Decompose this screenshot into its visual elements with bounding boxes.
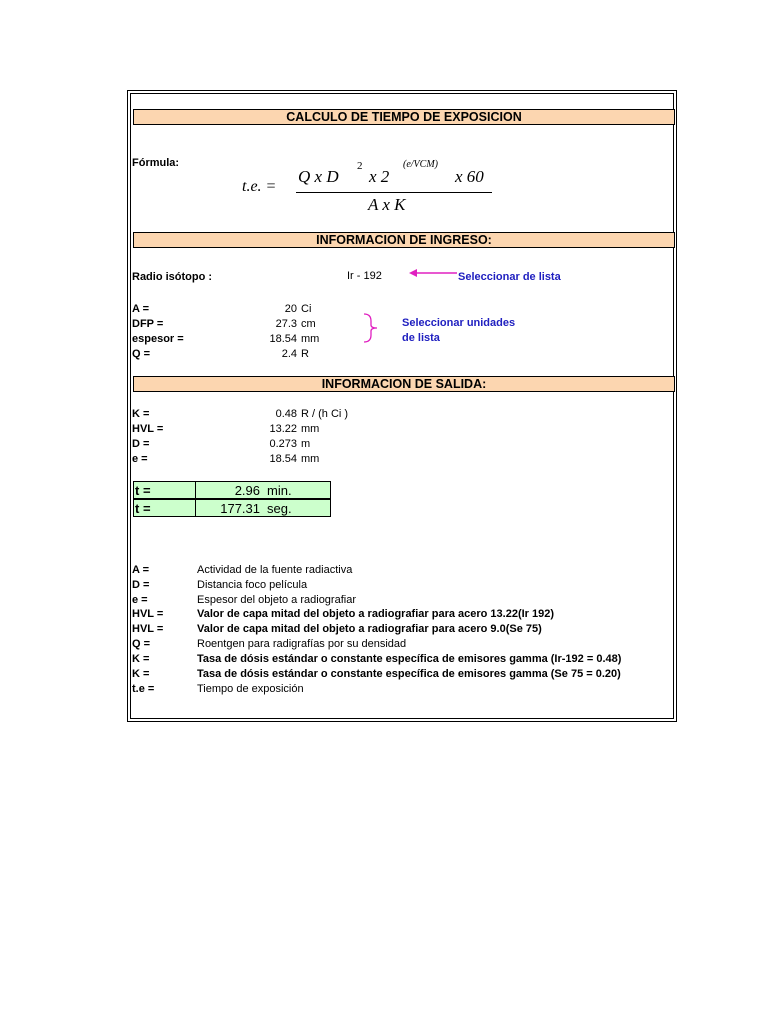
result-value: 177.31 xyxy=(220,501,260,516)
formula-num-exponent: (e/VCM) xyxy=(403,159,438,170)
sheet-frame xyxy=(127,90,677,722)
param-unit: R / (h Ci ) xyxy=(301,408,349,420)
param-value: 13.22 xyxy=(269,423,297,435)
legend-description: Tasa de dósis estándar o constante específica de emisores gamma (Se 75 = 0.20) xyxy=(197,668,621,680)
arrow-left-icon xyxy=(409,268,459,280)
select-units-hint-line2: de lista xyxy=(402,332,440,344)
result-unit: min. xyxy=(267,483,292,498)
param-label: espesor = xyxy=(132,333,184,345)
param-value[interactable]: 27.3 xyxy=(275,318,297,330)
param-unit[interactable]: mm xyxy=(301,333,320,345)
legend-symbol: D = xyxy=(132,579,150,591)
legend-description: Valor de capa mitad del objeto a radiografiar para acero 9.0(Se 75) xyxy=(197,623,542,635)
param-label: A = xyxy=(132,303,150,315)
legend-description: Tasa de dósis estándar o constante específica de emisores gamma (Ir-192 = 0.48) xyxy=(197,653,622,665)
result-unit: seg. xyxy=(267,501,292,516)
param-unit: mm xyxy=(301,423,320,435)
fraction-line xyxy=(296,192,492,193)
param-value: 18.54 xyxy=(269,453,297,465)
param-label: K = xyxy=(132,408,150,420)
formula-label: Fórmula: xyxy=(132,157,180,169)
result-label: t = xyxy=(133,481,196,499)
formula-num-qd: Q x D xyxy=(298,167,339,186)
result-value-cell xyxy=(195,481,331,499)
legend-description: Roentgen para radigrafías por su densidad xyxy=(197,638,407,650)
radio-isotope-label: Radio isótopo : xyxy=(132,271,213,283)
result-value-cell xyxy=(195,499,331,517)
param-label: e = xyxy=(132,453,148,465)
param-label: Q = xyxy=(132,348,151,360)
legend-description: Distancia foco película xyxy=(197,579,308,591)
legend-symbol: Q = xyxy=(132,638,151,650)
param-value[interactable]: 2.4 xyxy=(281,348,297,360)
param-value: 0.273 xyxy=(269,438,297,450)
legend-description: Valor de capa mitad del objeto a radiografiar para acero 13.22(Ir 192) xyxy=(197,608,555,620)
formula-denominator: A x K xyxy=(368,195,406,214)
param-unit: mm xyxy=(301,453,320,465)
legend-symbol: HVL = xyxy=(132,623,164,635)
legend-description: Actividad de la fuente radiactiva xyxy=(197,564,353,576)
legend-symbol: K = xyxy=(132,668,150,680)
select-from-list-hint: Seleccionar de lista xyxy=(458,271,561,283)
param-label: DFP = xyxy=(132,318,164,330)
param-label: HVL = xyxy=(132,423,164,435)
formula-num-square: 2 xyxy=(357,160,363,172)
input-section-header: INFORMACION DE INGRESO: xyxy=(133,232,675,248)
param-unit: m xyxy=(301,438,311,450)
select-units-hint: Seleccionar unidades xyxy=(402,317,516,329)
radio-isotope-select[interactable]: Ir - 192 xyxy=(347,270,382,282)
output-section-header: INFORMACION DE SALIDA: xyxy=(133,376,675,392)
param-unit[interactable]: cm xyxy=(301,318,316,330)
param-value[interactable]: 20 xyxy=(284,303,297,315)
legend-symbol: A = xyxy=(132,564,150,576)
formula-lhs: t.e. = xyxy=(242,178,277,195)
param-unit[interactable]: Ci xyxy=(301,303,312,315)
result-value: 2.96 xyxy=(234,483,260,498)
result-label: t = xyxy=(133,499,196,517)
legend-symbol: K = xyxy=(132,653,150,665)
legend-symbol: e = xyxy=(132,594,148,606)
brace-icon xyxy=(362,312,382,344)
param-value[interactable]: 18.54 xyxy=(269,333,297,345)
legend-description: Espesor del objeto a radiografiar xyxy=(197,594,356,606)
formula-num-x2: x 2 xyxy=(369,167,390,186)
page-title: CALCULO DE TIEMPO DE EXPOSICION xyxy=(133,109,675,125)
param-unit[interactable]: R xyxy=(301,348,309,360)
param-label: D = xyxy=(132,438,150,450)
legend-symbol: HVL = xyxy=(132,608,164,620)
formula-num-x60: x 60 xyxy=(455,167,484,186)
legend-symbol: t.e = xyxy=(132,683,155,695)
legend-description: Tiempo de exposición xyxy=(197,683,304,695)
sheet-area xyxy=(130,93,674,719)
param-value: 0.48 xyxy=(275,408,297,420)
